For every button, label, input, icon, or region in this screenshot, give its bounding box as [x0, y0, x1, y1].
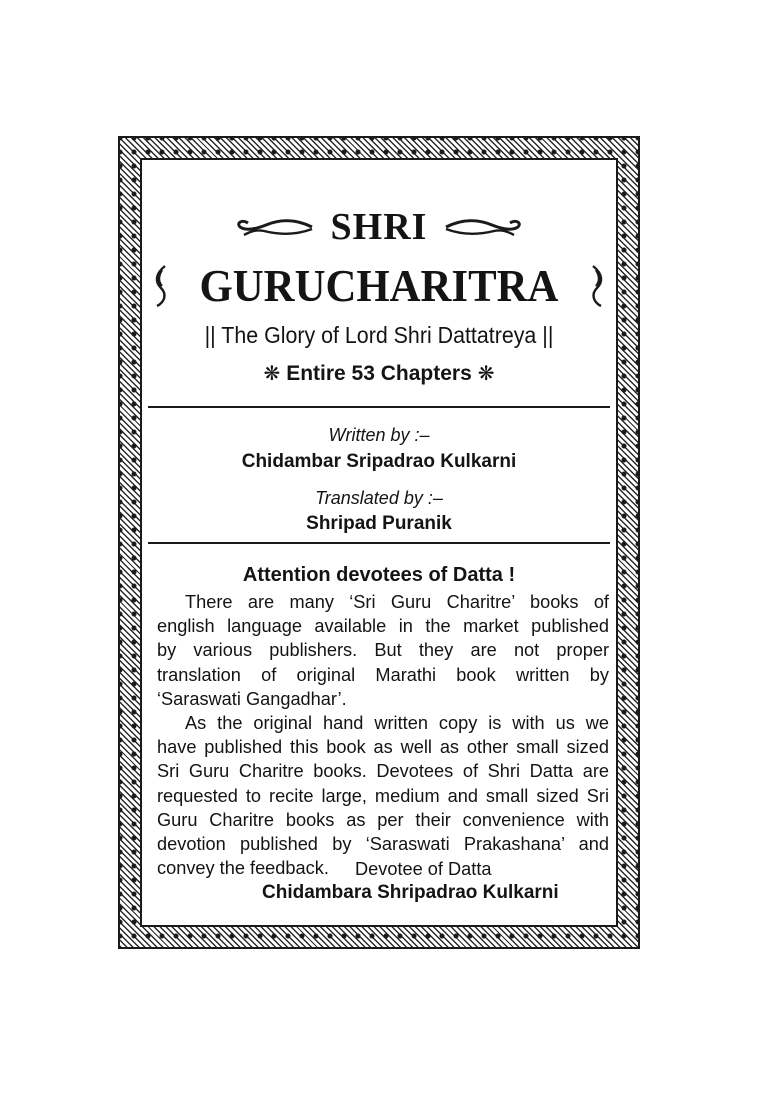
notice-paragraph-2: [157, 711, 609, 880]
signature-name: Chidambara Shripadrao Kulkarni: [262, 882, 559, 903]
paragraph-line: Sri Guru Charitre books. Devotees of Shri Datta are: [157, 761, 609, 782]
paragraph-line: ‘Saraswati Gangadhar’.: [157, 688, 347, 709]
flower-star-icon: ❋: [477, 363, 495, 385]
paisley-right-icon: [589, 264, 605, 308]
paragraph-line: english language available in the market published: [157, 616, 609, 637]
written-by-label: Written by :–: [328, 425, 430, 445]
notice-heading: Attention devotees of Datta !: [242, 564, 516, 586]
paragraph-line: translation of original Marathi book written by: [157, 664, 609, 685]
translator-name: Shripad Puranik: [306, 513, 452, 534]
book-title-gurucharitra: GURUCHARITRA: [199, 260, 559, 312]
paragraph-line: convey the feedback.: [157, 858, 329, 879]
paragraph-line: Guru Charitre books as per their convenience with: [157, 809, 609, 830]
paragraph-line: by various publishers. But they are not proper: [157, 640, 609, 661]
notice-paragraph-1: [157, 590, 609, 711]
flower-star-icon: ❋: [263, 363, 281, 385]
chapters-label: Entire 53 Chapters: [286, 362, 472, 385]
translated-by-label: Translated by :–: [315, 488, 443, 508]
paragraph-line: As the original hand written copy is with us we: [185, 713, 609, 733]
paragraph-line: devotion published by ‘Saraswati Prakashana’ and: [157, 834, 609, 855]
swirl-flourish-left-icon: [236, 215, 314, 239]
ornamental-border: [118, 136, 640, 949]
chapters-row: [142, 361, 616, 387]
book-title-shri: SHRI: [330, 206, 428, 249]
paragraph-line: There are many ‘Sri Guru Charitre’ books of: [185, 592, 609, 612]
paragraph-line: have published this book as well as other small sized: [157, 737, 609, 758]
title-line-1-row: [142, 202, 616, 249]
title-page-panel: [140, 158, 618, 927]
paisley-left-icon: [153, 264, 169, 308]
divider-bottom: [148, 542, 610, 544]
divider-top: [148, 406, 610, 408]
author-name: Chidambar Sripadrao Kulkarni: [241, 451, 517, 472]
subtitle: || The Glory of Lord Shri Dattatreya ||: [204, 322, 554, 348]
swirl-flourish-right-icon: [444, 215, 522, 239]
signature-role: Devotee of Datta: [355, 859, 492, 879]
title-line-2-row: [142, 256, 616, 312]
paragraph-line: requested to recite large, medium and small sized Sri: [157, 785, 609, 806]
